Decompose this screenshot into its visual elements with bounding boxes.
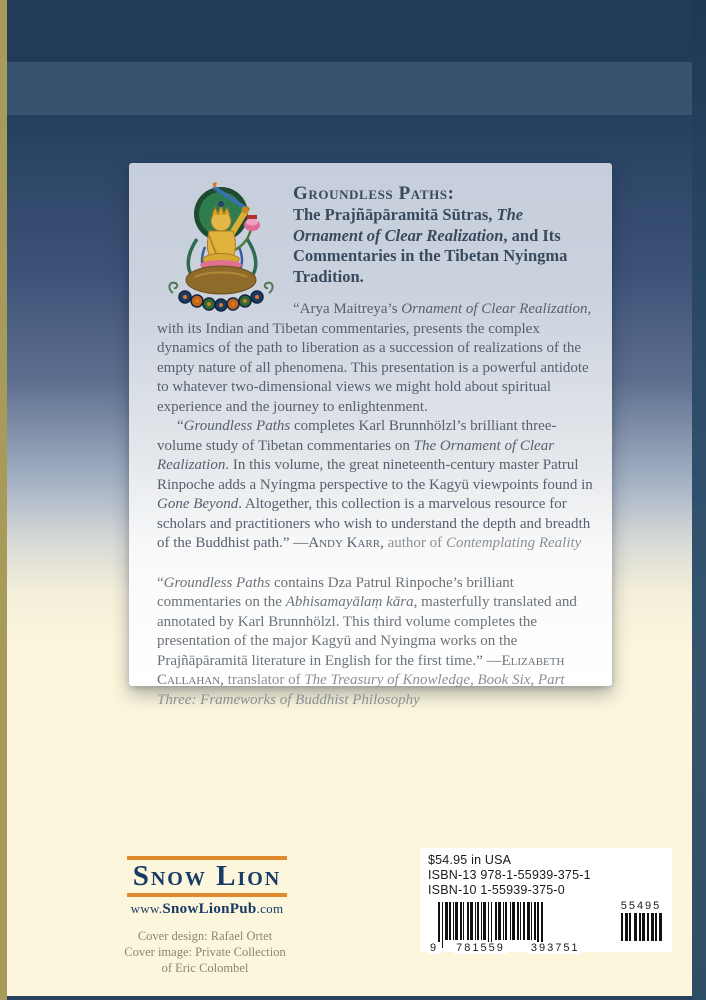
quote-card [129, 163, 612, 708]
price-label: $54.95 in USA [428, 853, 512, 867]
publisher-website: www.SnowLionPub.com [130, 901, 284, 917]
bottom-navy-strip [7, 996, 692, 1000]
isbn10-label: ISBN-10 1-55939-375-0 [428, 883, 565, 897]
logo-rule-bottom [127, 893, 287, 897]
right-spine-strip [692, 0, 706, 1000]
cover-credits [75, 928, 335, 976]
credit-line-1: Cover design: Rafael Ortet [137, 929, 273, 943]
publisher-logo [127, 856, 287, 918]
series-band [0, 62, 706, 115]
review-quote-1-part-1: “Arya Maitreya’s Ornament of Clear Realization, with its Indian and Tibetan commentaries, presents the complex dynamics of the path to liberation as a succession of realizations of the empty nature of all phenomena. This presentation is a powerful antidote to whatever two-dimensional views we might hold about spiritual experience and the journey to enlightenment. [157, 301, 592, 415]
review-quote-1-part-2: “Groundless Paths completes Karl Brunnhölzl’s brilliant three-volume study of Tibetan commentaries on The Ornament of Clear Realization. In this volume, the great nineteenth-century master Patrul Rinpoche adds a Nyingma perspective to the Kagyü viewpoints found in Gone Beyond. Altogether, this collection is a marvelous resource for scholars and practitioners who wish to understand the depth and breadth of the Buddhist path.” —Andy Karr, author of Contemplating Reality [157, 418, 593, 551]
credit-line-2: Cover image: Private Collection [124, 945, 286, 959]
credit-line-3: of Eric Colombel [161, 961, 249, 975]
barcode-digits [428, 942, 598, 954]
top-navy-band [0, 0, 706, 62]
manjushri-thangka-image [157, 177, 285, 313]
barcode-supplement [611, 900, 671, 941]
review-quote-2: “Groundless Paths contains Dza Patrul Rinpoche’s brilliant commentaries on the Abhisamayālaṃ kāra, masterfully translated and annotated by Karl Brunnhölzl. This third volume completes the presentation of the major Kagyü and Nyingma works on the Prajñāpāramitā literature in English for the first time.” —Elizabeth Callahan, translator of The Treasury of Knowledge, Book Six, Part Three: Frameworks of Buddhist Philosophy [157, 574, 577, 708]
barcode-digit-group-2: 393751 [530, 942, 580, 954]
barcode-digit-lead: 9 [430, 942, 439, 954]
supplement-digits: 55495 [620, 900, 662, 912]
publisher-name: Snow Lion [132, 860, 282, 892]
book-subtitle: The Prajñāpāramitā Sūtras, The Ornament of Clear Realization, and Its Commentaries in the Tibetan Nyingma Tradition. [293, 205, 568, 286]
book-title-main: Groundless Paths: [293, 183, 455, 204]
ean13-barcode [428, 900, 664, 960]
barcode-digit-group-1: 781559 [456, 942, 505, 954]
isbn-barcode-box [420, 848, 672, 952]
isbn13-label: ISBN-13 978-1-55939-375-1 [428, 868, 591, 882]
left-gold-strip [0, 0, 7, 1000]
barcode-bars-supplement [611, 913, 671, 941]
